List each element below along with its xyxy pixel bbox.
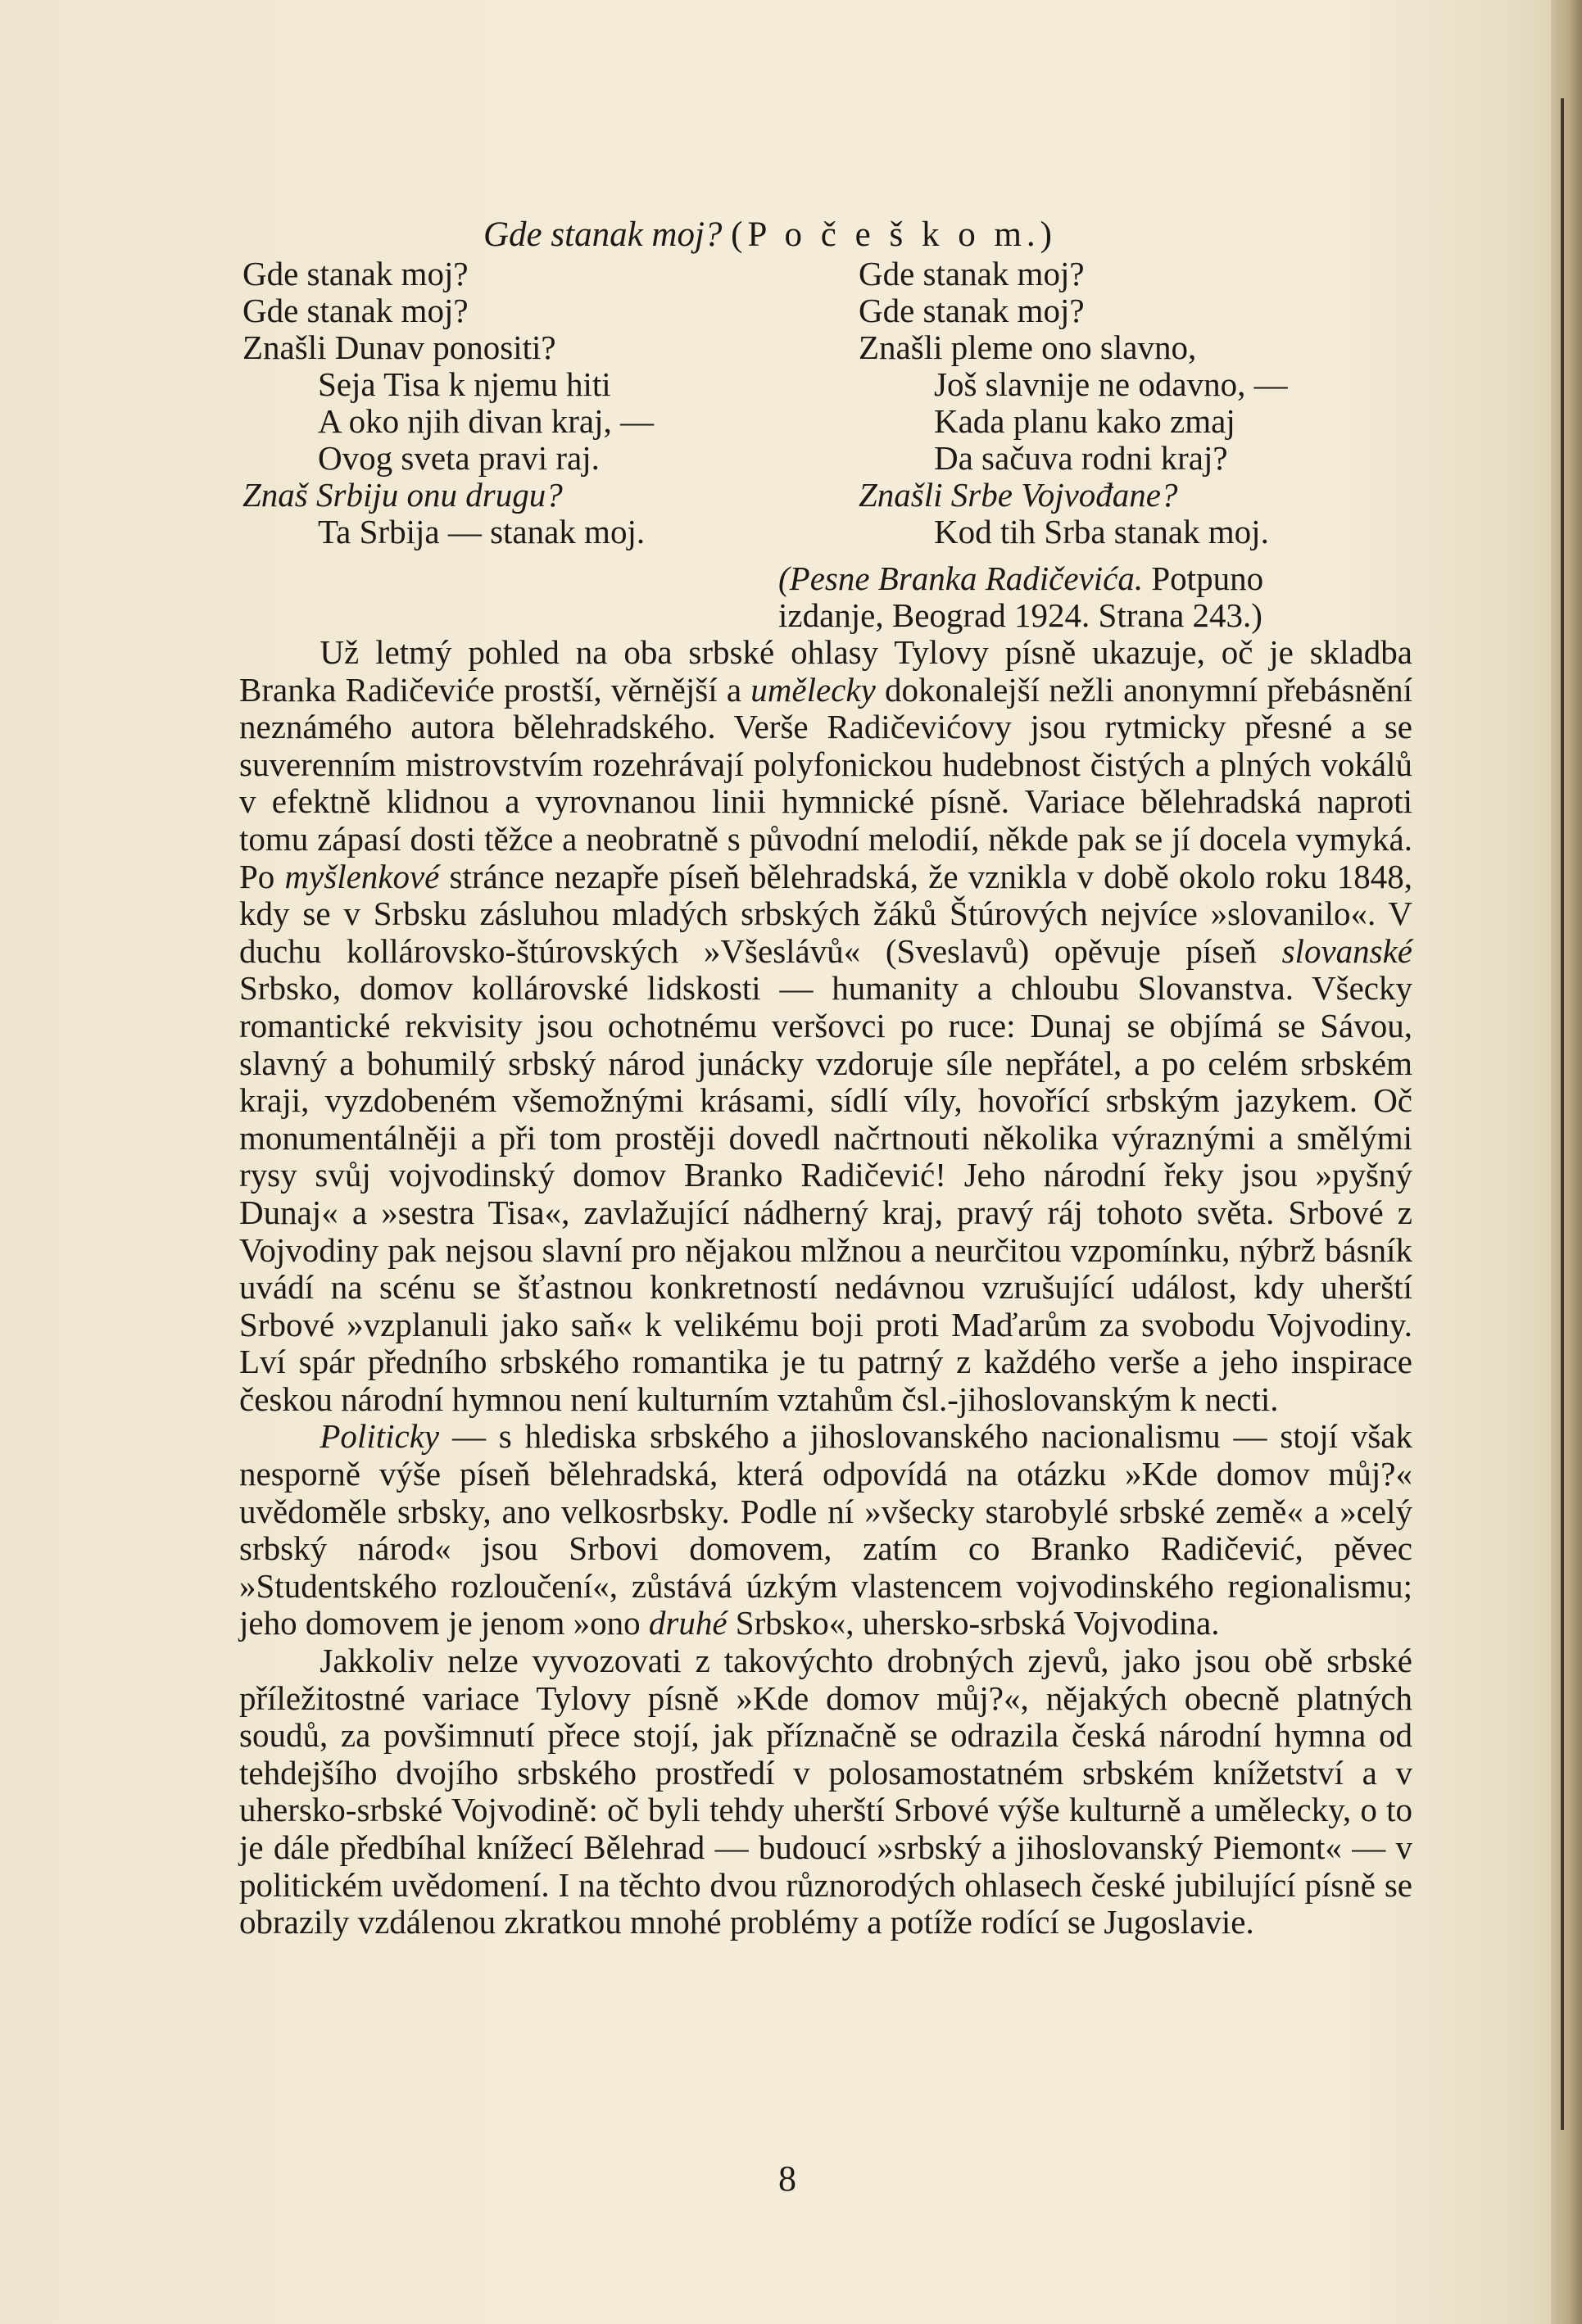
poem-line: Znaš Srbiju onu drugu? — [243, 476, 563, 514]
poem-source-citation — [778, 560, 1263, 634]
text-run: stránce nezapře píseň bělehradská, že vznikla v době okolo roku 1848, kdy se v Srbsku zásluhou mladých srbských žáků Štúrových nejvíce »slovanilo«. V duchu kollárovsko-štúrovských »Všeslávů« (Sveslavů) opěvuje píseň — [239, 857, 1412, 970]
source-line-2: izdanje, Beograd 1924. Strana 243.) — [778, 596, 1262, 634]
paragraph — [239, 1418, 1412, 1642]
paragraph — [239, 1642, 1412, 1941]
poem-line: Znašli Dunav ponositi? — [243, 328, 556, 366]
text-run: Jakkoliv nelze vyvozovati z takovýchto drobných zjevů, jako jsou obě srbské příležitostné variace Tylovy písně »Kde domov můj?«, nějakých obecně platných soudů, za povšimnutí přece stojí, jak příznačně se odrazila česká národní hymna od tehdejšího dvojího srbského prostředí v polosamostatném srbském knížetství a v uhersko-srbské Vojvodině: oč byli tehdy uherští Srbové výše kulturně a umělecky, o to je dále předbíhal knížecí Bělehrad — budoucí »srbský a jihoslovanský Piemont« — v politickém uvědomení. I na těchto dvou různorodých ohlasech české jubilující písně se obrazily vzdálenou zkratkou mnohé problémy a potíže rodící se Jugoslavie. — [239, 1642, 1412, 1941]
body-text — [239, 634, 1412, 1941]
poem-line: Znašli pleme ono slavno, — [859, 328, 1197, 366]
source-edition: Potpuno — [1143, 559, 1264, 597]
paragraph — [239, 634, 1412, 1418]
poem-line: A oko njih divan kraj, — — [318, 402, 654, 440]
emphasis-text: druhé — [648, 1604, 728, 1642]
source-line-1 — [778, 560, 1263, 597]
heading-subtitle: (P o č e š k o m.) — [731, 215, 1057, 254]
poem-line: Gde stanak moj? — [859, 292, 1085, 329]
poem-left-column — [243, 256, 750, 550]
poem-line: Seja Tisa k njemu hiti — [318, 365, 611, 403]
text-run: Srbsko, domov kollárovské lidskosti — humanity a chloubu Slovanstva. Všecky romantické rekvisity jsou ochotnému veršovci po ruce: Dunaj se objímá se Sávou, slavný a bohumilý srbský národ junácky vzdoruje síle nepřátel, a po celém srbském kraji, vyzdobeném všemožnými krásami, sídlí víly, hovořící srbským jazykem. Oč monumentálněji a při tom prostěji dovedl načrtnouti několika výraznými a smělými rysy svůj vojvodinský domov Branko Radičević! Jeho národní řeky jsou »pyšný Dunaj« a »sestra Tisa«, zavlažující nádherný kraj, pravý ráj tohoto světa. Srbové z Vojvodiny pak nejsou slavní pro nějakou mlžnou a neurčitou vzpomínku, nýbrž básník uvádí na scénu se šťastnou konkretností nedávnou vzrušující událost, kdy uherští Srbové »vzplanuli jako saň« k velikému boji proti Maďarům za svobodu Vojvodiny. Lví spár předního srbského romantika je tu patrný z každého verše a jeho inspirace českou národní hymnou není kulturním vztahům čsl.-jihoslovanským k necti. — [239, 969, 1412, 1418]
book-binding-edge — [1551, 0, 1582, 2324]
poem-line: Još slavnije ne odavno, — — [934, 365, 1288, 403]
emphasis-text: slovanské — [1281, 931, 1412, 970]
poem-line: Gde stanak moj? — [243, 255, 469, 292]
text-run: dokonalejší nežli anonymní přebásnění neznámého autora bělehradského. Verše Radičevićovy jsou rytmicky přesné a se suverenním mistrovstvím rozehrávají polyfonickou hudebnost čistých a plných vokálů v efektně klidnou a vyrovnanou linii hymnické písně. Variace bělehradská naproti tomu zápasí dosti těžce a neobratně s původní melodií, někde pak se jí docela vymyká. Po — [239, 670, 1412, 895]
poem-heading — [483, 215, 1057, 255]
binding-shadow-line — [1561, 98, 1564, 2130]
emphasis-text: Politicky — [320, 1417, 440, 1456]
poem-line: Kada planu kako zmaj — [934, 402, 1235, 440]
emphasis-text: umělecky — [750, 670, 876, 709]
poem-line: Kod tih Srba stanak moj. — [934, 513, 1269, 550]
poem-line: Gde stanak moj? — [859, 255, 1085, 292]
page-number: 8 — [778, 2159, 796, 2199]
poem-line: Znašli Srbe Vojvođane? — [859, 476, 1178, 514]
text-run: Srbsko«, uhersko-srbská Vojvodina. — [727, 1604, 1220, 1642]
source-title: (Pesne Branka Radičevića. — [778, 559, 1144, 597]
text-run: — s hlediska srbského a jihoslovanského nacionalismu — stojí však nesporně výše píseň bělehradská, která odpovídá na otázku »Kde domov můj?« uvědoměle srbsky, ano velkosrbsky. Podle ní »všecky starobylé srbské země« a »celý srbský národ« jsou Srbovi domovem, zatím co Branko Radičević, pěvec »Studentského rozloučení«, zůstává úzkým vlastencem vojvodinského regionalismu; jeho domovem je jenom »ono — [239, 1417, 1412, 1642]
poem-line: Gde stanak moj? — [243, 292, 469, 329]
emphasis-text: myšlenkové — [284, 857, 440, 895]
text-run: Už letmý pohled na oba srbské ohlasy Tylovy písně ukazuje, oč je skladba Branka Radičeviće prostší, věrnější a — [239, 633, 1412, 709]
poem-line: Da sačuva rodni kraj? — [934, 439, 1228, 477]
poem-line: Ovog sveta pravi raj. — [318, 439, 600, 477]
heading-italic: Gde stanak moj? — [483, 215, 723, 254]
poem-line: Ta Srbija — stanak moj. — [318, 513, 646, 550]
poem-right-column — [859, 256, 1416, 550]
